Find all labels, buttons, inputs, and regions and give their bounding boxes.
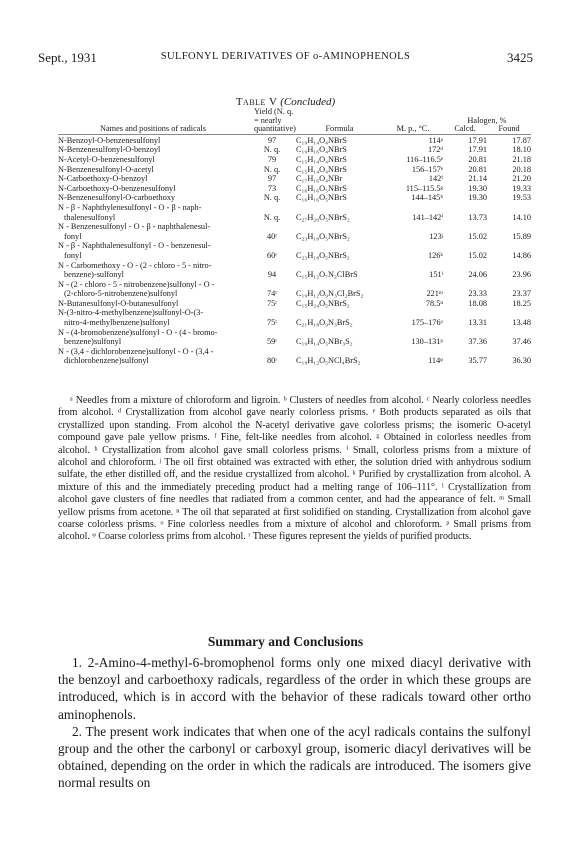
cell-radical-name: N-Acetyl-O-benzenesulfonyl — [58, 154, 155, 164]
cell-mp: 123ʲ — [429, 231, 443, 241]
table-footnotes — [58, 395, 531, 544]
cell-calcd: 13.31 — [468, 318, 487, 328]
cell-radical-name-line1: N - β - Naphthalenesulfonyl - O - benzenesul- — [58, 241, 211, 251]
cell-yield: 79 — [267, 154, 277, 164]
cell-calcd: 15.02 — [468, 250, 487, 260]
cell-radical-name-line1: N - β - Naphthylenesulfonyl - O - β - naph- — [58, 202, 202, 212]
cell-found: 17.87 — [512, 135, 531, 145]
cell-formula: C₂₇H₂₀O₅NBrS₂ — [296, 212, 350, 222]
summary-paragraph-1: 1. 2-Amino-4-methyl-6-bromophenol forms only one mixed diacyl derivative with the benzoyl and carboethoxy radicals, regardless of the order in which these groups are introduced, which is in accord with the behavior of these radicals toward other ortho aminophenols. — [58, 655, 531, 722]
cell-radical-name-line1: N - (3,4 - dichlorobenzene)sulfonyl - O - (3,4 - — [58, 346, 214, 356]
cell-found: 14.86 — [512, 250, 531, 260]
cell-found: 18.25 — [512, 298, 531, 308]
cell-radical-name: N-Carboethoxy-O-benzenesulfonyl — [58, 183, 176, 193]
table-row — [58, 347, 531, 366]
header-title: SULFONYL DERIVATIVES OF o-AMINOPHENOLS — [160, 51, 411, 62]
cell-formula: C₁₇H₁₆O₄NBr — [296, 174, 343, 184]
table-row — [58, 145, 531, 155]
cell-radical-name — [58, 241, 248, 260]
cell-yield: 75ʳ — [266, 318, 278, 328]
cell-calcd: 37.36 — [468, 337, 487, 347]
cell-radical-name — [58, 280, 248, 299]
cell-formula: C₂₃H₁₈O₅NBrS₂ — [296, 250, 350, 260]
table-row — [58, 165, 531, 175]
cell-yield: 59ʳ — [266, 337, 278, 347]
table-caption-note: (Concluded) — [280, 96, 336, 108]
cell-radical-name-line2: benzene)-sulfonyl — [64, 270, 124, 280]
cell-found: 15.89 — [512, 231, 531, 241]
cell-mp: 142ᶠ — [428, 174, 443, 184]
cell-calcd: 17.91 — [468, 145, 487, 155]
cell-yield: 40ʳ — [266, 231, 278, 241]
cell-mp: 130–131ᵖ — [411, 337, 443, 347]
cell-yield: 94 — [267, 270, 277, 280]
cell-radical-name — [58, 261, 248, 280]
cell-calcd: 35.77 — [468, 356, 487, 366]
cell-yield: N. q. — [263, 193, 281, 203]
data-table — [58, 108, 531, 366]
cell-found: 19.33 — [512, 183, 531, 193]
cell-calcd: 19.30 — [468, 193, 487, 203]
cell-radical-name: N-Benzenesulfonyl-O-carboethoxy — [58, 193, 176, 203]
table-caption — [0, 96, 571, 108]
cell-formula: C₁₅H₂₄O₅NBrS₂ — [296, 298, 350, 308]
cell-yield: 75ʳ — [266, 298, 278, 308]
col-header-mp: M. p., °C. — [396, 124, 430, 134]
cell-calcd: 21.14 — [468, 174, 487, 184]
col-header-formula: Formula — [325, 124, 354, 134]
cell-found: 18.10 — [512, 145, 531, 155]
cell-mp: 116–116.5ᵉ — [406, 154, 443, 164]
cell-formula: C₂₃H₁₈O₅NBrS₂ — [296, 231, 350, 241]
cell-calcd: 17.91 — [468, 135, 487, 145]
cell-mp: 172ᵈ — [427, 145, 443, 155]
cell-yield: 97 — [267, 135, 277, 145]
cell-radical-name-line1: N - (4-bromobenzene)sulfonyl - O - (4 - bromo- — [58, 327, 218, 337]
footnotes-text: ᵃ Needles from a mixture of chloroform and ligroin. ᵇ Clusters of needles from alcohol. ᶜ Nearly colorless needles from alcohol. ᵈ Crystallization from alcohol gave nearly colorless prisms. ᵉ Both products separated as oils that crystallized upon standing. From alcohol the N-acetyl derivative gave colorless prisms; the isomeric O-acetyl compound gave pale yellow prisms. ᶠ Fine, felt-like needles from alcohol. ᵍ Obtained in colorless needles from alcohol. ʰ Crystallization from alcohol gave small colorless prisms. ⁱ Small, colorless prisms from a mixture of alcohol and chloroform. ʲ The oil first obtained was extracted with ether, the solution dried with anhydrous sodium sulfate, the ether distilled off, and the residue crystallized from alcohol. ᵏ Purified by crystallization from alcohol. A mixture of this and the immediately preceding product had a melting range of 106–111°. ˡ Crystallization from alcohol gave clusters of fine needles that radiated from a common center, and had the appearance of felt. ᵐ Small yellow prisms from acetone. ⁿ The oil that separated at first solidified on standing. Crystallization from alcohol gave coarse colorless prisms. ᵒ Fine colorless needles from a mixture of alcohol and chloroform. ᵖ Small prisms from alcohol. ᵠ Coarse colorless prims from alcohol. ʳ These figures represent the yields of purified products. — [58, 395, 531, 543]
cell-yield: N. q. — [263, 164, 281, 174]
cell-formula: C₁₅H₁₂O₇N₂ClBrS — [296, 270, 358, 280]
cell-radical-name-line2: dichlorobenzene)sulfonyl — [64, 356, 149, 366]
cell-formula: C₁₅H₁₄O₄NBrS — [296, 164, 347, 174]
cell-mp: 141–142ⁱ — [412, 212, 443, 222]
cell-found: 20.18 — [512, 164, 531, 174]
cell-radical-name: N-Benzenesulfonyl-O-benzoyl — [58, 145, 161, 155]
cell-radical-name-line2: benzene)sulfonyl — [64, 337, 122, 347]
table-body — [58, 108, 531, 366]
cell-found: 21.18 — [512, 154, 531, 164]
page-number: 3425 — [507, 50, 533, 65]
cell-radical-name: N-Benzenesulfonyl-O-acetyl — [58, 164, 154, 174]
cell-formula: C₁₉H₁₆O₄NBrS — [296, 145, 347, 155]
cell-formula: C₁₉H₁₂O₅NCl₄BrS₂ — [296, 356, 361, 366]
cell-radical-name-line1: N - Benzenesulfonyl - O - β - naphthalenesul- — [58, 222, 211, 232]
cell-yield: 60ʳ — [266, 250, 278, 260]
col-header-halogen-sub — [443, 125, 531, 134]
table-row — [58, 203, 531, 222]
table-row — [58, 299, 531, 309]
cell-yield: N. q. — [263, 145, 281, 155]
cell-radical-name-line2: fonyl — [64, 231, 82, 241]
running-header — [38, 50, 533, 66]
table-row — [58, 184, 531, 194]
table-row — [58, 261, 531, 280]
col-header-name: Names and positions of radicals — [100, 124, 206, 134]
table-row — [58, 136, 531, 146]
cell-radical-name — [58, 222, 248, 241]
cell-found: 36.30 — [512, 356, 531, 366]
cell-yield: 73 — [267, 183, 277, 193]
cell-found: 14.10 — [512, 212, 531, 222]
cell-found: 37.46 — [512, 337, 531, 347]
cell-calcd: 19.30 — [468, 183, 487, 193]
col-header-halogen-group — [443, 108, 531, 134]
table-row — [58, 155, 531, 165]
cell-found: 13.48 — [512, 318, 531, 328]
col-header-calcd: Calcd. — [454, 124, 476, 134]
cell-mp: 114ᵃ — [428, 135, 443, 145]
cell-found: 23.96 — [512, 270, 531, 280]
cell-mp: 151ˡ — [429, 270, 443, 280]
cell-radical-name-line2: thalenesulfonyl — [64, 212, 116, 222]
cell-radical-name-line2: (2-chloro-5-nitrobenzene)sulfonyl — [64, 289, 178, 299]
table-row — [58, 328, 531, 347]
cell-found: 23.37 — [512, 289, 531, 299]
cell-calcd: 20.81 — [468, 164, 487, 174]
cell-calcd: 13.73 — [468, 212, 487, 222]
table-row — [58, 280, 531, 299]
cell-radical-name-line1: N-(3-nitro-4-methylbenzene)sulfonyl-O-(3- — [58, 308, 204, 318]
table-row — [58, 241, 531, 260]
summary-heading: Summary and Conclusions — [207, 634, 364, 649]
cell-found: 21.20 — [512, 174, 531, 184]
cell-radical-name — [58, 347, 248, 366]
cell-formula: C₁₉H₁₂O₉N₃Cl₂BrS₂ — [296, 289, 364, 299]
cell-mp: 221ᵐ — [426, 289, 443, 299]
cell-mp: 78.5ⁿ — [425, 298, 443, 308]
col-header-halogen: Halogen, % — [467, 115, 507, 125]
table-caption-label: Table V — [235, 96, 278, 108]
cell-radical-name-line2: nitro-4-methylbenzene)sulfonyl — [64, 318, 170, 328]
cell-radical-name: N-Carboethoxy-O-benzoyl — [58, 174, 148, 184]
cell-radical-name: N-Butanesulfonyl-O-butanesulfonyl — [58, 298, 179, 308]
cell-calcd: 15.02 — [468, 231, 487, 241]
cell-formula: C₁₉H₁₄O₅NBr₃S₂ — [296, 337, 353, 347]
cell-yield: N. q. — [263, 212, 281, 222]
cell-mp: 114ᵠ — [428, 356, 443, 366]
cell-calcd: 23.33 — [468, 289, 487, 299]
cell-calcd: 24.06 — [468, 270, 487, 280]
cell-formula: C₂₁H₁₈O₉N₃BrS₂ — [296, 318, 353, 328]
cell-radical-name-line1: N - (2 - chloro - 5 - nitrobenzene)sulfonyl - O - — [58, 279, 215, 289]
cell-radical-name: N-Benzoyl-O-benzenesulfonyl — [58, 135, 161, 145]
cell-yield: 80ʳ — [266, 356, 278, 366]
cell-mp: 175–176ᵒ — [411, 318, 443, 328]
cell-formula: C₁₆H₁₆O₅NBrS — [296, 193, 347, 203]
table-row — [58, 222, 531, 241]
cell-mp: 115–115.5ᵍ — [405, 183, 443, 193]
cell-mp: 144–145ʰ — [411, 193, 443, 203]
table-row — [58, 308, 531, 327]
table-row — [58, 193, 531, 203]
col-header-found: Found — [498, 124, 520, 134]
cell-radical-name-line2: fonyl — [64, 250, 82, 260]
cell-yield: 74ʳ — [266, 289, 278, 299]
cell-found: 19.53 — [512, 193, 531, 203]
cell-radical-name-line1: N - Carbomethoxy - O - (2 - chloro - 5 - nitro- — [58, 260, 212, 270]
cell-formula: C₁₉H₁₄O₄NBrS — [296, 135, 347, 145]
summary-body — [58, 654, 531, 792]
cell-calcd: 20.81 — [468, 154, 487, 164]
cell-mp: 126ᵏ — [427, 250, 443, 260]
summary-paragraph-2: 2. The present work indicates that when one of the acyl radicals contains the sulfonyl group and the other the carbonyl or carboxyl group, isomeric diacyl derivatives will be obtained, depending on the order in which the radicals are introduced. The isomers give normal results on — [58, 723, 531, 791]
cell-formula: C₁₆H₁₆O₅NBrS — [296, 183, 347, 193]
header-date: Sept., 1931 — [38, 50, 97, 65]
cell-calcd: 18.08 — [468, 298, 487, 308]
col-header-yield: Yield (N. q. = nearly quantitative) — [254, 108, 296, 134]
cell-formula: C₁₅H₁₄O₄NBrS — [296, 154, 347, 164]
cell-radical-name — [58, 308, 248, 327]
cell-radical-name — [58, 328, 248, 347]
table-header-row — [58, 108, 531, 134]
table-row — [58, 174, 531, 184]
cell-radical-name — [58, 203, 248, 222]
cell-mp: 156–157ᵉ — [411, 164, 443, 174]
cell-yield: 97 — [267, 174, 277, 184]
